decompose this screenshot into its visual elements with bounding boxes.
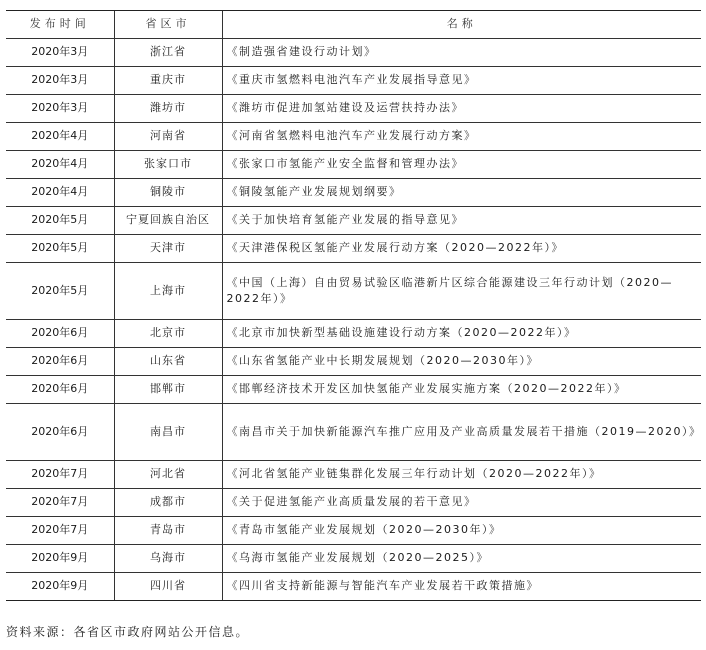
- header-date: 发布时间: [6, 11, 114, 38]
- cell-name: 《中国（上海）自由贸易试验区临港新片区综合能源建设三年行动计划（2020—2022年）》: [222, 262, 701, 319]
- cell-date: 2020年9月: [6, 544, 114, 572]
- cell-region: 山东省: [114, 347, 222, 375]
- cell-name: 《河南省氢燃料电池汽车产业发展行动方案》: [222, 122, 701, 150]
- cell-region: 宁夏回族自治区: [114, 206, 222, 234]
- table-row: [6, 234, 701, 262]
- cell-date: 2020年4月: [6, 178, 114, 206]
- table-body: [6, 38, 701, 600]
- table-row: [6, 94, 701, 122]
- table-row: [6, 319, 701, 347]
- cell-date: 2020年6月: [6, 375, 114, 403]
- cell-region: 河南省: [114, 122, 222, 150]
- cell-date: 2020年4月: [6, 122, 114, 150]
- cell-name: 《青岛市氢能产业发展规划（2020—2030年）》: [222, 516, 701, 544]
- cell-name: 《天津港保税区氢能产业发展行动方案（2020—2022年）》: [222, 234, 701, 262]
- cell-region: 成都市: [114, 488, 222, 516]
- table-row: [6, 262, 701, 319]
- cell-name: 《山东省氢能产业中长期发展规划（2020—2030年）》: [222, 347, 701, 375]
- cell-date: 2020年5月: [6, 234, 114, 262]
- cell-date: 2020年7月: [6, 516, 114, 544]
- cell-date: 2020年5月: [6, 262, 114, 319]
- cell-date: 2020年9月: [31, 579, 89, 593]
- table-row: [6, 572, 701, 600]
- policy-table-container: [6, 10, 701, 601]
- table-row: [6, 122, 701, 150]
- table-row: [6, 488, 701, 516]
- source-note: 资料来源：各省区市政府网站公开信息。: [6, 625, 250, 639]
- cell-name: 《潍坊市促进加氢站建设及运营扶持办法》: [222, 94, 701, 122]
- table-row: [6, 178, 701, 206]
- cell-name: 《乌海市氢能产业发展规划（2020—2025）》: [222, 544, 701, 572]
- cell-region: 潍坊市: [114, 94, 222, 122]
- cell-date: 2020年3月: [6, 66, 114, 94]
- cell-date: 2020年6月: [6, 347, 114, 375]
- cell-region: 张家口市: [114, 150, 222, 178]
- cell-name: 《重庆市氢燃料电池汽车产业发展指导意见》: [222, 66, 701, 94]
- cell-name: 《北京市加快新型基础设施建设行动方案（2020—2022年）》: [222, 319, 701, 347]
- table-row: [6, 460, 701, 488]
- cell-region: 天津市: [114, 234, 222, 262]
- cell-region: 铜陵市: [114, 178, 222, 206]
- table-row: [6, 150, 701, 178]
- cell-region: 重庆市: [114, 66, 222, 94]
- cell-region: 浙江省: [114, 38, 222, 66]
- cell-region: 南昌市: [114, 403, 222, 460]
- cell-name: 《河北省氢能产业链集群化发展三年行动计划（2020—2022年）》: [222, 460, 701, 488]
- header-name: 名称: [222, 11, 701, 38]
- cell-date: 2020年7月: [6, 460, 114, 488]
- cell-name: 《铜陵氢能产业发展规划纲要》: [222, 178, 701, 206]
- cell-name: 《关于促进氢能产业高质量发展的若干意见》: [222, 488, 701, 516]
- cell-region: 北京市: [114, 319, 222, 347]
- cell-region: 河北省: [114, 460, 222, 488]
- table-header-row: [6, 11, 701, 38]
- cell-date: 2020年3月: [6, 38, 114, 66]
- cell-name: 《邯郸经济技术开发区加快氢能产业发展实施方案（2020—2022年）》: [222, 375, 701, 403]
- cell-region: 上海市: [114, 262, 222, 319]
- cell-name: 《关于加快培育氢能产业发展的指导意见》: [222, 206, 701, 234]
- cell-date: 2020年4月: [6, 150, 114, 178]
- cell-date: 2020年5月: [6, 206, 114, 234]
- cell-region: 青岛市: [114, 516, 222, 544]
- table-row: [6, 347, 701, 375]
- cell-name: 《张家口市氢能产业安全监督和管理办法》: [222, 150, 701, 178]
- cell-date: 2020年6月: [6, 319, 114, 347]
- table-row: [6, 66, 701, 94]
- cell-date: 2020年6月: [6, 403, 114, 460]
- table-row: [6, 38, 701, 66]
- cell-region: 邯郸市: [114, 375, 222, 403]
- table-row: [6, 544, 701, 572]
- cell-region: 四川省: [114, 572, 222, 600]
- policy-table: [6, 11, 701, 600]
- cell-name: 《四川省支持新能源与智能汽车产业发展若干政策措施》: [222, 572, 701, 600]
- header-region: 省区市: [114, 11, 222, 38]
- cell-date: 2020年7月: [6, 488, 114, 516]
- cell-date: 2020年3月: [6, 94, 114, 122]
- table-row: [6, 375, 701, 403]
- table-row: [6, 516, 701, 544]
- cell-region: 乌海市: [114, 544, 222, 572]
- table-row: [6, 403, 701, 460]
- cell-name: 《制造强省建设行动计划》: [222, 38, 701, 66]
- table-row: [6, 206, 701, 234]
- cell-name: 《南昌市关于加快新能源汽车推广应用及产业高质量发展若干措施（2019—2020）》: [222, 403, 701, 460]
